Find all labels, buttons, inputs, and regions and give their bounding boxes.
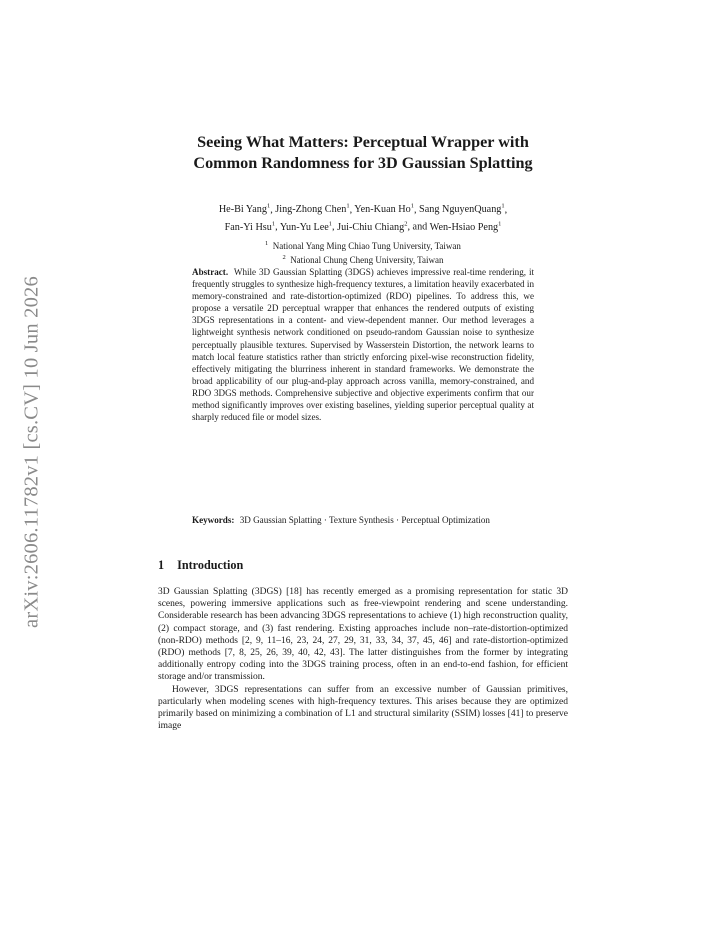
keywords-label: Keywords:	[192, 515, 235, 525]
abstract	[192, 266, 534, 423]
keywords	[192, 514, 534, 526]
paragraph: However, 3DGS representations can suffer from an excessive number of Gaussian primitives, particularly when modeling scenes with high-frequency textures. This arises because they are optimized primarily based on minimizing a combination of L1 and structural similarity (SSIM) losses [41] to preserve image	[158, 684, 568, 732]
author: Fan-Yi Hsu$^1$	[224, 220, 276, 233]
section-number: 1	[158, 558, 165, 572]
section-title: Introduction	[177, 558, 244, 572]
author-list: He-Bi Yang$^1$, Jing-Zhong Chen$^1$, Yen-Kuan Ho$^1$, Sang NguyenQuang$^1$, Fan-Yi Hsu$^1$, Yun-Yu Lee$^1$, Jui-Chiu Chiang$^2$, and Wen-Hsiao Peng$^1$	[218, 203, 508, 233]
author: Wen-Hsiao Peng$^1$	[429, 220, 502, 233]
author: He-Bi Yang$^1$	[218, 203, 271, 216]
abstract-text: While 3D Gaussian Splatting (3DGS) achieves impressive real-time rendering, it frequently struggles to synthesize high-frequency textures, a limitation heavily exacerbated in memory-constrained and rate-distortion-optimized (RDO) pipelines. To address this, we propose a versatile 2D perceptual wrapper that enhances the rendered outputs of existing 3DGS representations in a content- and view-dependent manner. Our method leverages a lightweight synthesis network conditioned on pseudo-random Gaussian noise to synthesize perceptually plausible textures. Supervised by Wasserstein Distortion, the network learns to match local feature statistics rather than strictly enforcing pixel-wise reconstruction fidelity, effectively mitigating the blurriness inherent in standard frameworks. We demonstrate the broad applicability of our plug-and-play approach across vanilla, memory-constrained, and RDO 3DGS methods. Comprehensive subjective and objective experiments confirm that our method significantly improves over existing baselines, yielding superior perceptual quality at sharply reduced file or model sizes.	[192, 267, 535, 423]
affiliation: $^2$ National Chung Cheng University, Taiwan	[282, 254, 444, 265]
affiliation-list	[158, 238, 568, 266]
keywords-text: 3D Gaussian Splatting · Texture Synthesis · Perceptual Optimization	[239, 515, 490, 525]
author: Jing-Zhong Chen$^1$	[275, 203, 350, 216]
title-line-2: Common Randomness for 3D Gaussian Splatting	[193, 154, 533, 172]
paragraph: 3D Gaussian Splatting (3DGS) [18] has recently emerged as a promising representation for static 3D scenes, powering immersive applications such as free-viewpoint rendering and scene understanding. Considerable research has been advancing 3DGS representations to achieve (1) high reconstruction quality, (2) compact storage, and (3) fast rendering. Existing approaches include non–rate-distortion-optimized (non-RDO) methods [2, 9, 11–16, 23, 24, 27, 29, 31, 33, 34, 37, 45, 46] and rate-distortion-optimized (RDO) methods [7, 8, 25, 26, 39, 40, 42, 43]. The latter distinguishes from the former by integrating additionally entropy coding into the 3DGS training process, often in an end-to-end fashion, for efficient storage and/or transmission.	[158, 587, 568, 683]
abstract-label: Abstract.	[192, 267, 229, 277]
author: Yun-Yu Lee$^1$	[279, 220, 333, 233]
title-line-1: Seeing What Matters: Perceptual Wrapper with	[197, 133, 529, 151]
arxiv-sidebar-stamp	[4, 262, 60, 642]
section-body	[158, 586, 568, 732]
affiliation: $^1$ National Yang Ming Chiao Tung University, Taiwan	[265, 240, 461, 251]
section-heading	[158, 558, 568, 573]
paper-title	[158, 132, 568, 174]
author: Yen-Kuan Ho$^1$	[354, 203, 414, 216]
author: Sang NguyenQuang$^1$	[419, 203, 505, 216]
arxiv-identifier: arXiv:2606.11782v1 [cs.CV] 10 Jun 2026	[20, 276, 43, 628]
author: Jui-Chiu Chiang$^2$	[337, 220, 408, 233]
author-conjunction: and	[412, 221, 428, 233]
